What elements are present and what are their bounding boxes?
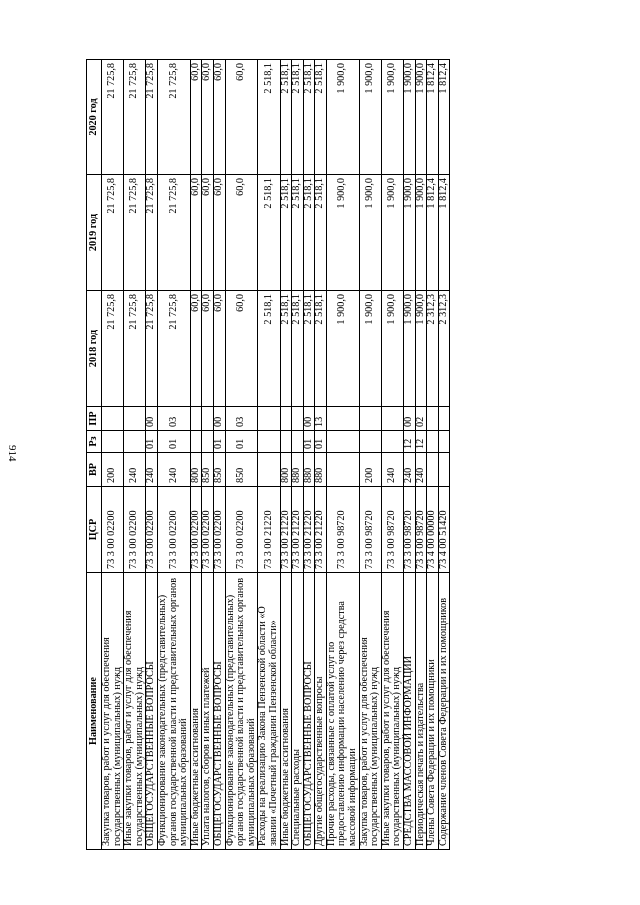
- cell-pr: [359, 407, 381, 431]
- cell-rz: [190, 431, 202, 453]
- cell-csr: 73 3 00 98720: [404, 487, 416, 573]
- cell-rz: [202, 431, 214, 453]
- cell-y2018: 1 900,0: [326, 291, 359, 407]
- cell-name: Расходы на реализацию Закона Пензенской области «О звании «Почетный гражданин Пензенской области»: [258, 573, 280, 850]
- cell-name: Члены Совета Федерации и их помощники: [427, 573, 439, 850]
- cell-y2019: 21 725,8: [157, 175, 190, 291]
- budget-table: [86, 59, 450, 850]
- cell-csr: 73 3 00 02200: [157, 487, 190, 573]
- cell-pr: 00: [146, 407, 158, 431]
- cell-vr: 240: [124, 453, 146, 487]
- cell-y2020: 60,0: [190, 60, 202, 175]
- cell-pr: [326, 407, 359, 431]
- cell-csr: 73 3 00 02200: [202, 487, 214, 573]
- cell-rz: [280, 431, 292, 453]
- cell-rz: [438, 431, 450, 453]
- cell-y2019: 1 900,0: [359, 175, 381, 291]
- table-row: [303, 60, 315, 850]
- cell-csr: 73 3 00 02200: [190, 487, 202, 573]
- cell-vr: 800: [190, 453, 202, 487]
- cell-vr: 240: [415, 453, 427, 487]
- table-row: [258, 60, 280, 850]
- cell-y2020: 21 725,8: [146, 60, 158, 175]
- cell-pr: [292, 407, 304, 431]
- cell-y2019: 60,0: [225, 175, 258, 291]
- page-number: 914: [6, 445, 18, 462]
- cell-rz: [124, 431, 146, 453]
- cell-pr: [381, 407, 403, 431]
- cell-rz: 12: [415, 431, 427, 453]
- header-row: [87, 60, 102, 850]
- cell-y2019: 1 900,0: [404, 175, 416, 291]
- cell-vr: 880: [315, 453, 327, 487]
- cell-y2019: 2 518,1: [280, 175, 292, 291]
- cell-vr: 240: [157, 453, 190, 487]
- cell-rz: [258, 431, 280, 453]
- cell-rz: 01: [146, 431, 158, 453]
- cell-vr: [326, 453, 359, 487]
- cell-y2020: 1 900,0: [415, 60, 427, 175]
- cell-name: ОБЩЕГОСУДАРСТВЕННЫЕ ВОПРОСЫ: [303, 573, 315, 850]
- cell-y2019: 2 518,1: [258, 175, 280, 291]
- cell-pr: 02: [415, 407, 427, 431]
- cell-y2019: 60,0: [213, 175, 225, 291]
- cell-name: Закупка товаров, работ и услуг для обеспечения государственных (муниципальных) нужд: [102, 573, 124, 850]
- cell-csr: 73 3 00 98720: [326, 487, 359, 573]
- cell-y2019: 1 812,4: [438, 175, 450, 291]
- table-row: [146, 60, 158, 850]
- cell-y2020: 1 812,4: [427, 60, 439, 175]
- cell-name: Иные закупки товаров, работ и услуг для обеспечения государственных (муниципальных) нужд: [381, 573, 403, 850]
- cell-csr: 73 3 00 21220: [315, 487, 327, 573]
- cell-y2018: 2 518,1: [280, 291, 292, 407]
- cell-y2018: 21 725,8: [146, 291, 158, 407]
- cell-y2018: 1 900,0: [359, 291, 381, 407]
- cell-pr: 03: [157, 407, 190, 431]
- cell-name: Другие общегосударственные вопросы: [315, 573, 327, 850]
- table-row: [102, 60, 124, 850]
- cell-pr: 03: [225, 407, 258, 431]
- cell-name: ОБЩЕГОСУДАРСТВЕННЫЕ ВОПРОСЫ: [213, 573, 225, 850]
- cell-rz: [292, 431, 304, 453]
- cell-vr: 200: [359, 453, 381, 487]
- cell-rz: 01: [225, 431, 258, 453]
- cell-csr: 73 3 00 98720: [359, 487, 381, 573]
- cell-y2018: 2 312,3: [438, 291, 450, 407]
- header-vr: ВР: [87, 453, 102, 487]
- cell-y2018: 21 725,8: [157, 291, 190, 407]
- cell-y2019: 2 518,1: [292, 175, 304, 291]
- table-row: [427, 60, 439, 850]
- cell-y2019: 2 518,1: [315, 175, 327, 291]
- cell-y2020: 60,0: [202, 60, 214, 175]
- cell-y2018: 2 518,1: [303, 291, 315, 407]
- cell-pr: 00: [404, 407, 416, 431]
- cell-y2018: 2 518,1: [315, 291, 327, 407]
- header-name: Наименование: [87, 573, 102, 850]
- cell-name: Уплата налогов, сборов и иных платежей: [202, 573, 214, 850]
- cell-name: Иные бюджетные ассигнования: [190, 573, 202, 850]
- cell-y2018: 21 725,8: [124, 291, 146, 407]
- table-row: [381, 60, 403, 850]
- table-row: [359, 60, 381, 850]
- cell-csr: 73 3 00 21220: [292, 487, 304, 573]
- cell-csr: 73 3 00 98720: [415, 487, 427, 573]
- cell-vr: 240: [404, 453, 416, 487]
- cell-rz: [381, 431, 403, 453]
- header-rz: Рз: [87, 431, 102, 453]
- header-csr: ЦСР: [87, 487, 102, 573]
- cell-csr: 73 3 00 21220: [280, 487, 292, 573]
- cell-y2018: 2 518,1: [258, 291, 280, 407]
- cell-y2018: 1 900,0: [404, 291, 416, 407]
- cell-vr: [438, 453, 450, 487]
- cell-name: Иные закупки товаров, работ и услуг для обеспечения государственных (муниципальных) нужд: [124, 573, 146, 850]
- table-row: [213, 60, 225, 850]
- cell-name: СРЕДСТВА МАССОВОЙ ИНФОРМАЦИИ: [404, 573, 416, 850]
- table-row: [438, 60, 450, 850]
- cell-y2020: 21 725,8: [102, 60, 124, 175]
- cell-y2018: 60,0: [225, 291, 258, 407]
- table-row: [225, 60, 258, 850]
- cell-rz: [102, 431, 124, 453]
- cell-vr: 880: [303, 453, 315, 487]
- cell-rz: 12: [404, 431, 416, 453]
- cell-y2019: 21 725,8: [124, 175, 146, 291]
- cell-vr: 850: [202, 453, 214, 487]
- cell-csr: 73 3 00 21220: [258, 487, 280, 573]
- cell-pr: [124, 407, 146, 431]
- cell-y2018: 60,0: [202, 291, 214, 407]
- cell-csr: 73 3 00 98720: [381, 487, 403, 573]
- table-row: [415, 60, 427, 850]
- cell-vr: 880: [292, 453, 304, 487]
- table-row: [202, 60, 214, 850]
- cell-vr: 800: [280, 453, 292, 487]
- cell-y2020: 1 900,0: [359, 60, 381, 175]
- cell-y2019: 2 518,1: [303, 175, 315, 291]
- cell-y2019: 1 900,0: [326, 175, 359, 291]
- cell-vr: 240: [146, 453, 158, 487]
- cell-name: Функционирование законодательных (представительных) органов государственной власти и представительных органов муниципальных образований: [157, 573, 190, 850]
- cell-name: Содержание членов Совета Федерации и их помощников: [438, 573, 450, 850]
- cell-csr: 73 3 00 02200: [124, 487, 146, 573]
- cell-y2020: 60,0: [225, 60, 258, 175]
- cell-pr: [427, 407, 439, 431]
- cell-csr: 73 3 00 02200: [146, 487, 158, 573]
- table-row: [326, 60, 359, 850]
- cell-pr: [280, 407, 292, 431]
- cell-vr: 850: [213, 453, 225, 487]
- cell-name: Функционирование законодательных (представительных) органов государственной власти и представительных органов муниципальных образований: [225, 573, 258, 850]
- cell-csr: 73 3 00 02200: [213, 487, 225, 573]
- cell-y2018: 2 312,3: [427, 291, 439, 407]
- cell-vr: 200: [102, 453, 124, 487]
- cell-pr: [258, 407, 280, 431]
- table-row: [315, 60, 327, 850]
- cell-name: Специальные расходы: [292, 573, 304, 850]
- cell-y2020: 2 518,1: [303, 60, 315, 175]
- cell-y2018: 2 518,1: [292, 291, 304, 407]
- cell-y2019: 1 900,0: [415, 175, 427, 291]
- cell-csr: 73 4 00 00000: [427, 487, 439, 573]
- cell-csr: 73 3 00 21220: [303, 487, 315, 573]
- cell-y2019: 1 812,4: [427, 175, 439, 291]
- cell-rz: 01: [303, 431, 315, 453]
- cell-y2019: 60,0: [190, 175, 202, 291]
- cell-vr: [427, 453, 439, 487]
- cell-y2020: 2 518,1: [280, 60, 292, 175]
- cell-vr: [258, 453, 280, 487]
- cell-y2020: 2 518,1: [315, 60, 327, 175]
- cell-pr: 13: [315, 407, 327, 431]
- cell-pr: [190, 407, 202, 431]
- header-2018: 2018 год: [87, 291, 102, 407]
- cell-y2020: 2 518,1: [258, 60, 280, 175]
- table-row: [280, 60, 292, 850]
- cell-y2020: 21 725,8: [124, 60, 146, 175]
- cell-rz: 01: [315, 431, 327, 453]
- table-row: [157, 60, 190, 850]
- cell-pr: 00: [213, 407, 225, 431]
- cell-pr: 00: [303, 407, 315, 431]
- rotated-table-wrapper: [86, 60, 578, 850]
- cell-y2020: 1 900,0: [404, 60, 416, 175]
- cell-rz: [427, 431, 439, 453]
- table-row: [190, 60, 202, 850]
- cell-y2020: 60,0: [213, 60, 225, 175]
- cell-pr: [438, 407, 450, 431]
- cell-y2018: 1 900,0: [415, 291, 427, 407]
- table-row: [124, 60, 146, 850]
- table-row: [404, 60, 416, 850]
- cell-y2019: 21 725,8: [102, 175, 124, 291]
- cell-y2020: 1 900,0: [381, 60, 403, 175]
- cell-pr: [102, 407, 124, 431]
- cell-csr: 73 3 00 02200: [225, 487, 258, 573]
- cell-pr: [202, 407, 214, 431]
- cell-name: ОБЩЕГОСУДАРСТВЕННЫЕ ВОПРОСЫ: [146, 573, 158, 850]
- cell-y2019: 60,0: [202, 175, 214, 291]
- cell-y2018: 60,0: [213, 291, 225, 407]
- table-body: [102, 60, 450, 850]
- cell-y2018: 60,0: [190, 291, 202, 407]
- cell-y2018: 21 725,8: [102, 291, 124, 407]
- header-2020: 2020 год: [87, 60, 102, 175]
- cell-y2019: 21 725,8: [146, 175, 158, 291]
- cell-rz: [326, 431, 359, 453]
- cell-y2019: 1 900,0: [381, 175, 403, 291]
- cell-csr: 73 4 00 51420: [438, 487, 450, 573]
- cell-rz: 01: [213, 431, 225, 453]
- cell-name: Периодическая печать и издательства: [415, 573, 427, 850]
- cell-rz: 01: [157, 431, 190, 453]
- cell-name: Закупка товаров, работ и услуг для обеспечения государственных (муниципальных) нужд: [359, 573, 381, 850]
- cell-name: Прочие расходы, связанные с оплатой услуг по предоставлению информации населению через средства массовой информации: [326, 573, 359, 850]
- cell-rz: [359, 431, 381, 453]
- cell-vr: 850: [225, 453, 258, 487]
- header-2019: 2019 год: [87, 175, 102, 291]
- cell-csr: 73 3 00 02200: [102, 487, 124, 573]
- cell-y2020: 21 725,8: [157, 60, 190, 175]
- cell-y2018: 1 900,0: [381, 291, 403, 407]
- cell-vr: 240: [381, 453, 403, 487]
- cell-y2020: 1 812,4: [438, 60, 450, 175]
- table-row: [292, 60, 304, 850]
- cell-y2020: 2 518,1: [292, 60, 304, 175]
- cell-name: Иные бюджетные ассигнования: [280, 573, 292, 850]
- header-pr: ПР: [87, 407, 102, 431]
- cell-y2020: 1 900,0: [326, 60, 359, 175]
